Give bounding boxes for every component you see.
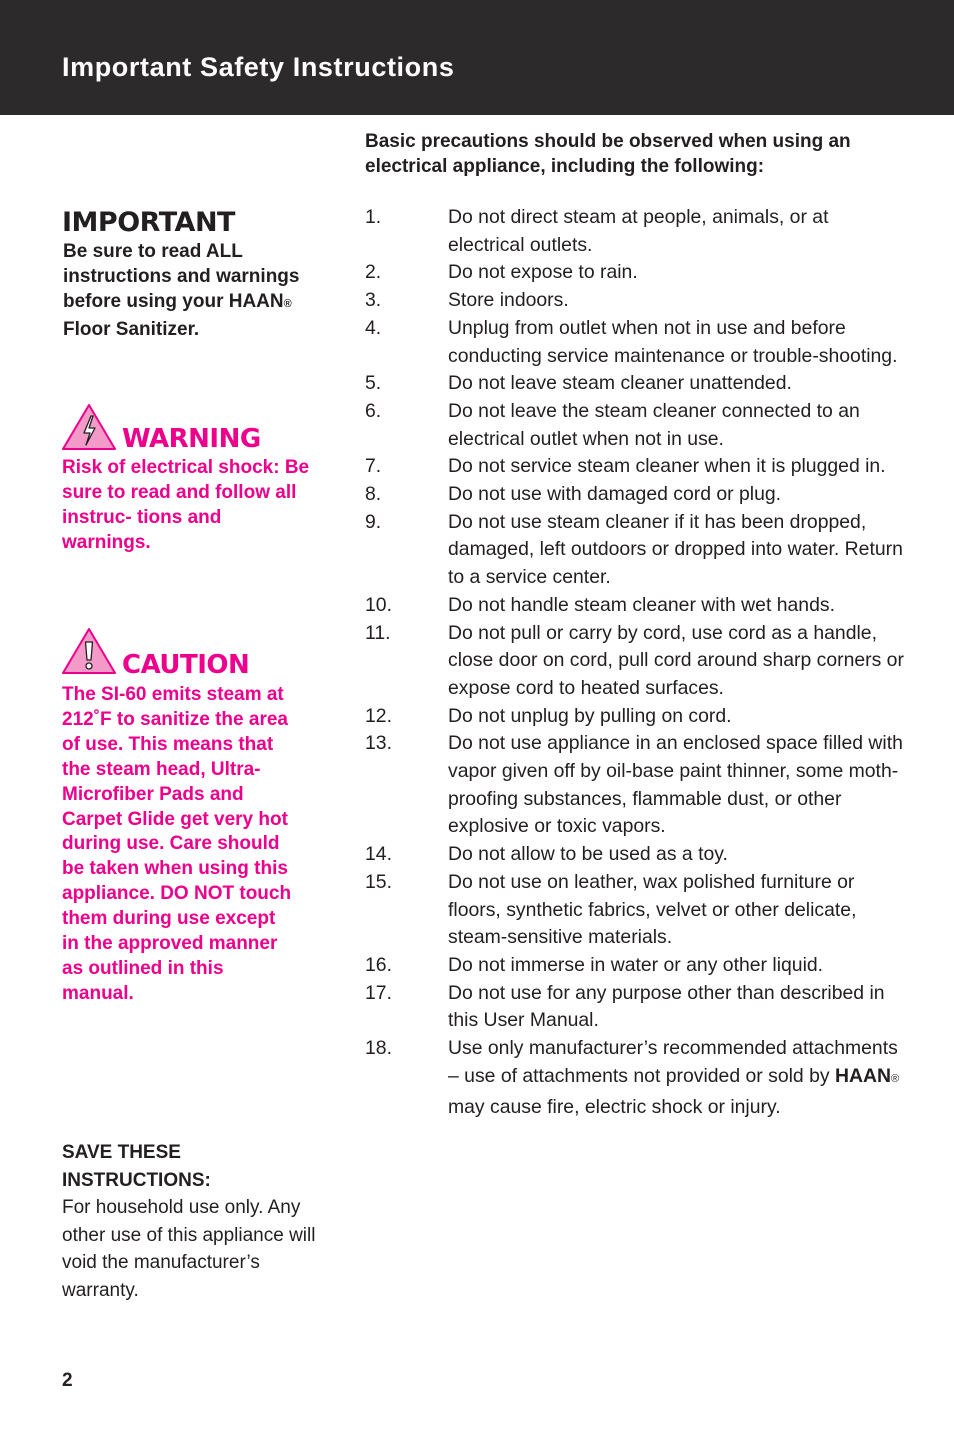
rule-text: Do not immerse in water or any other liquid. xyxy=(448,953,824,976)
rule-text: Do not use with damaged cord or plug. xyxy=(448,483,782,506)
lightning-bolt-triangle-icon xyxy=(60,402,118,452)
rule-number: 1. xyxy=(365,206,382,228)
rule-item xyxy=(365,259,905,287)
rule-item xyxy=(365,370,905,398)
rule-text: Do not leave the steam cleaner connected to an electrical outlet when not in use. xyxy=(448,399,860,450)
warning-heading: WARNING xyxy=(122,424,261,454)
rule-number: 16. xyxy=(365,953,392,976)
rule-item xyxy=(365,509,905,592)
rule-item xyxy=(365,703,905,731)
rule-number: 7. xyxy=(365,455,382,478)
page-number: 2 xyxy=(62,1370,73,1391)
rule-item xyxy=(365,841,905,869)
save-instructions-text: For household use only. Any other use of this appliance will void the manufacturer’s warranty. xyxy=(62,1197,316,1301)
rule-text: Do not handle steam cleaner with wet hands. xyxy=(448,593,835,616)
rule-text: Do not use on leather, wax polished furniture or floors, synthetic fabrics, velvet or other delicate, steam-sensitive materials. xyxy=(448,870,857,949)
rule-item xyxy=(365,315,905,370)
rule-number: 14. xyxy=(365,843,392,866)
rule-item xyxy=(365,453,905,481)
precautions-intro: Basic precautions should be observed when using an electrical appliance, including the following: xyxy=(365,131,851,177)
rule-number: 9. xyxy=(365,510,382,533)
warning-text: Risk of electrical shock: Be sure to read and follow all instruc- tions and warnings. xyxy=(62,457,310,553)
safety-rules-list xyxy=(365,204,905,1121)
important-text xyxy=(63,239,333,342)
rule-number: 12. xyxy=(365,704,392,727)
rule-text: Do not allow to be used as a toy. xyxy=(448,843,728,866)
rule-text xyxy=(448,1035,905,1121)
rule-number: 13. xyxy=(365,732,392,755)
brand-name: HAAN xyxy=(834,1064,891,1087)
rule-text: Do not expose to rain. xyxy=(448,261,638,284)
rule-text: Store indoors. xyxy=(448,289,569,312)
rule-text-start: Use only manufacturer’s recommended attachments – use of attachments not provided or sold by xyxy=(448,1037,898,1087)
rule-item xyxy=(365,1035,905,1121)
rule-text: Do not use steam cleaner if it has been dropped, damaged, left outdoors or dropped into water. Return to a service center. xyxy=(448,510,903,589)
caution-heading: CAUTION xyxy=(122,650,250,680)
rule-item xyxy=(365,730,905,841)
rule-item xyxy=(365,952,905,980)
caution-text: The SI-60 emits steam at 212˚F to sanitize the area of use. This means that the steam head, Ultra-Microfiber Pads and Carpet Glide get very hot during use. Care should be taken when using this appliance. DO NOT touch them during use except in the approved manner as outlined in this manual. xyxy=(62,684,292,1004)
rule-item xyxy=(365,398,905,453)
rule-text: Do not leave steam cleaner unattended. xyxy=(448,372,792,395)
rule-item xyxy=(365,287,905,315)
rule-item xyxy=(365,204,905,259)
rule-number: 6. xyxy=(365,399,382,422)
rule-number: 11. xyxy=(365,621,391,644)
rule-item xyxy=(365,481,905,509)
rule-number: 5. xyxy=(365,372,382,395)
rule-item xyxy=(365,620,905,703)
registered-mark: ® xyxy=(283,298,292,310)
rule-text-end: may cause fire, electric shock or injury. xyxy=(448,1095,781,1118)
save-instructions-heading: SAVE THESE INSTRUCTIONS: xyxy=(62,1142,211,1191)
rule-number: 10. xyxy=(365,593,392,616)
important-text-main: Be sure to read ALL instructions and warnings before using your HAAN xyxy=(63,241,300,312)
rule-item xyxy=(365,592,905,620)
important-text-end: Floor Sanitizer. xyxy=(63,319,200,340)
rule-text: Do not service steam cleaner when it is plugged in. xyxy=(448,455,886,478)
rule-text: Do not direct steam at people, animals, or at electrical outlets. xyxy=(448,206,829,256)
registered-mark: ® xyxy=(890,1072,900,1085)
rule-text: Unplug from outlet when not in use and before conducting service maintenance or trouble-shooting. xyxy=(448,316,898,367)
rule-item xyxy=(365,980,905,1035)
exclamation-triangle-icon xyxy=(60,626,118,676)
page-header xyxy=(0,0,954,115)
rule-number: 4. xyxy=(365,316,382,339)
rule-number: 15. xyxy=(365,870,392,893)
rule-text: Do not unplug by pulling on cord. xyxy=(448,704,732,727)
rule-text: Do not use for any purpose other than described in this User Manual. xyxy=(448,981,885,1032)
rule-number: 3. xyxy=(365,289,382,312)
rule-item xyxy=(365,869,905,952)
rule-number: 2. xyxy=(365,261,382,284)
important-heading: IMPORTANT xyxy=(62,207,235,238)
rule-number: 18. xyxy=(365,1037,392,1060)
page-title: Important Safety Instructions xyxy=(62,52,455,82)
rule-number: 8. xyxy=(365,483,382,506)
rule-number: 17. xyxy=(365,981,392,1004)
rule-text: Do not use appliance in an enclosed space filled with vapor given off by oil-base paint thinner, some moth-proofing substances, flammable dust, or other explosive or toxic vapors. xyxy=(448,732,903,838)
rule-text: Do not pull or carry by cord, use cord as a handle, close door on cord, pull cord around sharp corners or expose cord to heated surfaces. xyxy=(448,621,904,699)
